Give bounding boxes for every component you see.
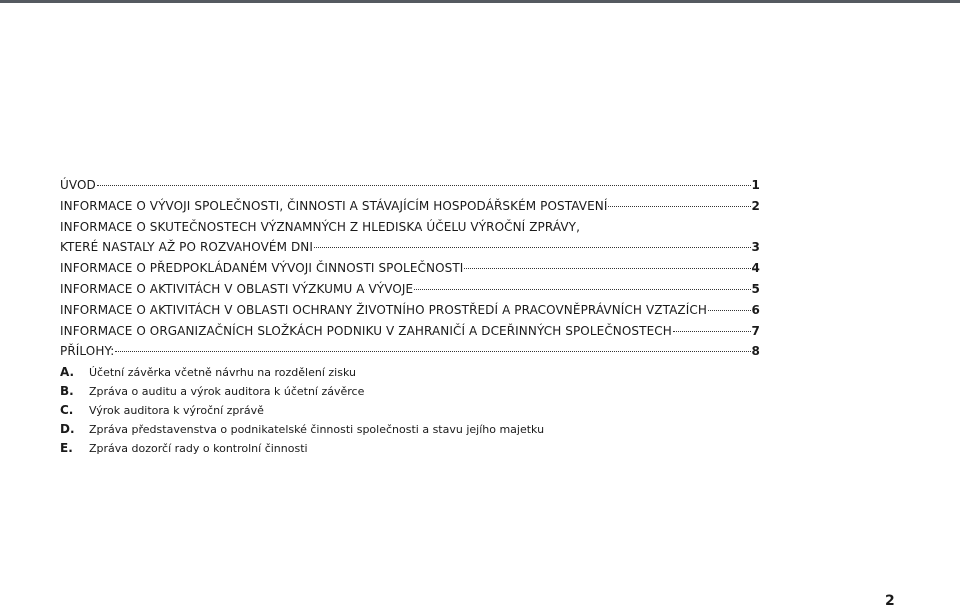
toc-entry-page: 6 — [751, 302, 760, 317]
toc-entry-page: 8 — [751, 344, 760, 359]
attachment-item — [60, 384, 760, 403]
toc-leader-dots — [115, 351, 750, 352]
toc-leader-dots — [673, 331, 751, 332]
toc-entry-title: PŘÍLOHY: — [60, 344, 115, 359]
toc-leader-dots — [708, 310, 751, 311]
toc-entry-title: INFORMACE O ORGANIZAČNÍCH SLOŽKÁCH PODNIKU V ZAHRANIČÍ A DCEŘINNÝCH SPOLEČNOSTECH — [60, 323, 672, 338]
toc-entry-title: ÚVOD — [60, 178, 96, 192]
toc-entry-prilohy[interactable] — [60, 344, 760, 365]
page-number: 2 — [885, 593, 895, 609]
toc-leader-dots — [608, 206, 750, 207]
attachment-item — [60, 365, 760, 384]
attachment-letter: A. — [60, 365, 75, 380]
table-of-contents — [60, 178, 760, 460]
toc-leader-dots — [414, 289, 750, 290]
attachment-letter: B. — [60, 384, 74, 399]
attachment-text: Zpráva dozorčí rady o kontrolní činnosti — [89, 442, 308, 456]
attachment-text: Výrok auditora k výroční zprávě — [89, 404, 264, 418]
attachment-letter: E. — [60, 441, 73, 456]
toc-entry-predpoklad[interactable] — [60, 261, 760, 282]
toc-entry-title: INFORMACE O SKUTEČNOSTECH VÝZNAMNÝCH Z HLEDISKA ÚČELU VÝROČNÍ ZPRÁVY, — [60, 219, 581, 234]
toc-entry-uvod[interactable] — [60, 178, 760, 199]
toc-entry-zahranici[interactable] — [60, 324, 760, 345]
toc-leader-dots — [464, 268, 750, 269]
toc-entry-title: INFORMACE O AKTIVITÁCH V OBLASTI OCHRANY ŽIVOTNÍHO PROSTŘEDÍ A PRACOVNĚPRÁVNÍCH VZTAZÍCH — [60, 302, 707, 317]
attachment-item — [60, 441, 760, 460]
toc-entry-page: 3 — [751, 240, 760, 255]
attachment-letter: D. — [60, 422, 75, 437]
attachment-text: Zpráva představenstva o podnikatelské činnosti společnosti a stavu jejího majetku — [89, 423, 545, 437]
toc-entry-skutecnosti-line2[interactable] — [60, 240, 760, 261]
attachment-letter: C. — [60, 403, 74, 418]
attachment-text: Zpráva o auditu a výrok auditora k účetní závěrce — [89, 385, 365, 399]
top-rule — [0, 0, 960, 3]
toc-entry-page: 1 — [751, 178, 760, 192]
toc-entry-vyzkum[interactable] — [60, 282, 760, 303]
toc-entry-page: 7 — [751, 323, 760, 338]
toc-entry-skutecnosti-line1[interactable] — [60, 220, 760, 241]
toc-entry-title: INFORMACE O AKTIVITÁCH V OBLASTI VÝZKUMU A VÝVOJE — [60, 281, 414, 296]
toc-leader-dots — [97, 185, 751, 186]
toc-entry-page: 2 — [751, 198, 760, 213]
toc-entry-vyvoj[interactable] — [60, 199, 760, 220]
toc-leader-dots — [314, 247, 751, 248]
attachment-item — [60, 403, 760, 422]
toc-entry-page: 4 — [751, 261, 760, 276]
toc-entry-page: 5 — [751, 281, 760, 296]
toc-entry-zivotni-prostredi[interactable] — [60, 303, 760, 324]
attachment-text: Účetní závěrka včetně návrhu na rozdělení zisku — [89, 366, 356, 380]
attachment-item — [60, 422, 760, 441]
toc-entry-title: INFORMACE O PŘEDPOKLÁDANÉM VÝVOJI ČINNOSTI SPOLEČNOSTI — [60, 261, 464, 276]
toc-entry-title: INFORMACE O VÝVOJI SPOLEČNOSTI, ČINNOSTI A STÁVAJÍCÍM HOSPODÁŘSKÉM POSTAVENÍ — [60, 198, 608, 213]
toc-entry-title: KTERÉ NASTALY AŽ PO ROZVAHOVÉM DNI — [60, 240, 313, 255]
